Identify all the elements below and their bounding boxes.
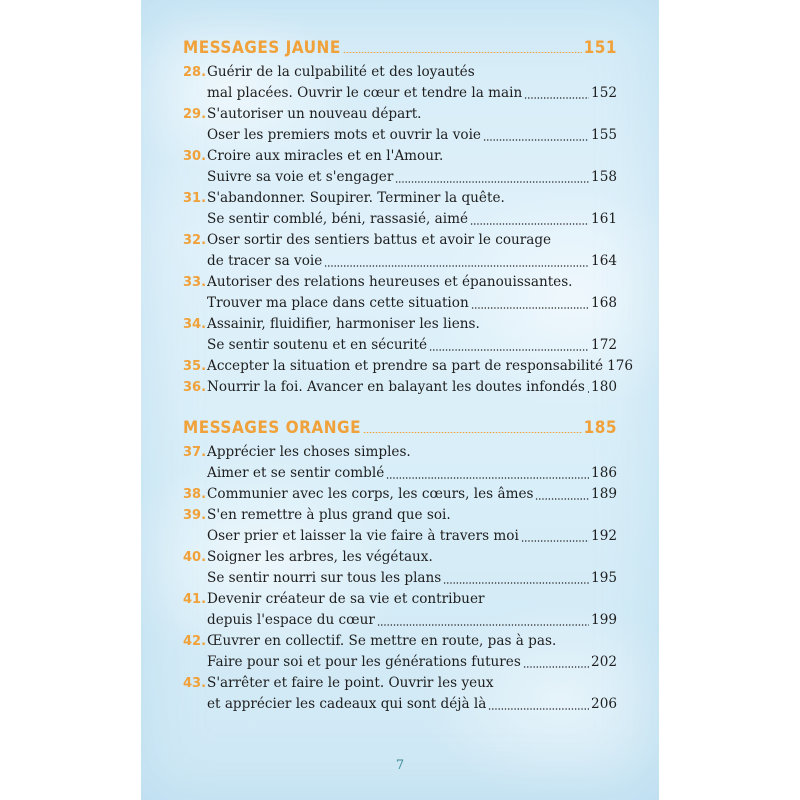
entry-last-line — [207, 694, 617, 715]
toc-entry — [183, 314, 617, 356]
entry-number: 31. — [183, 191, 207, 206]
entry-title-line: Oser prier et laisser la vie faire à travers moi — [207, 528, 519, 544]
entry-number: 36. — [183, 380, 207, 395]
entry-body — [207, 272, 617, 314]
entry-title-line: Autoriser des relations heureuses et épanouissantes. — [207, 274, 573, 290]
entry-number: 34. — [183, 317, 207, 332]
entry-page: 168 — [591, 295, 617, 311]
section-title: MESSAGES JAUNE — [183, 38, 341, 58]
entry-body — [207, 547, 617, 589]
toc-section — [183, 416, 617, 715]
entry-number: 28. — [183, 65, 207, 80]
entry-title-line: Se sentir soutenu et en sécurité — [207, 337, 428, 353]
toc-entry — [183, 377, 617, 398]
page-number: 7 — [395, 758, 405, 773]
entry-body — [207, 62, 617, 104]
toc-section — [183, 36, 634, 398]
entry-last-line — [207, 377, 617, 398]
dot-leader — [471, 307, 589, 309]
toc-entry — [183, 547, 617, 589]
entry-page: 199 — [591, 612, 617, 628]
entry-number: 38. — [183, 487, 207, 502]
entry-number: 41. — [183, 592, 207, 607]
entry-title-line: Oser sortir des sentiers battus et avoir le courage — [207, 232, 552, 248]
entry-page: 176 — [607, 358, 634, 374]
entry-title-line: S'arrêter et faire le point. Ouvrir les yeux — [207, 675, 494, 691]
entry-body — [207, 104, 617, 146]
entry-title-line: Faire pour soi et pour les générations futures — [207, 654, 521, 670]
entry-title-line: S'abandonner. Soupirer. Terminer la quête. — [207, 190, 505, 206]
entry-last-line — [207, 125, 617, 146]
section-title: MESSAGES ORANGE — [183, 418, 362, 438]
toc-entry — [183, 589, 617, 631]
toc-entry — [183, 146, 617, 188]
toc-entry — [183, 442, 617, 484]
toc-entry — [183, 673, 617, 715]
entry-number: 39. — [183, 508, 207, 523]
entry-last-line — [207, 526, 617, 547]
entry-last-line — [207, 83, 617, 104]
entry-page: 206 — [591, 696, 617, 712]
entry-number: 35. — [183, 359, 207, 374]
entry-page: 186 — [591, 465, 617, 481]
dot-leader — [343, 52, 582, 53]
dot-leader — [488, 708, 589, 710]
entry-last-line — [207, 251, 617, 272]
table-of-contents — [183, 36, 634, 733]
entry-last-line — [207, 652, 617, 673]
entry-number: 37. — [183, 445, 207, 460]
entry-title-line: Se sentir nourri sur tous les plans — [207, 570, 442, 586]
entry-page: 155 — [591, 127, 617, 143]
entry-last-line — [207, 484, 617, 505]
entry-title-line: Nourrir la foi. Avancer en balayant les doutes infondés — [207, 379, 585, 395]
entry-page: 180 — [591, 379, 617, 395]
dot-leader — [377, 624, 589, 626]
entry-title-line: Apprécier les choses simples. — [207, 444, 411, 460]
entry-title-line: Communier avec les corps, les cœurs, les âmes — [207, 486, 534, 502]
entry-last-line — [207, 335, 617, 356]
dot-leader — [324, 265, 589, 267]
entry-title-line: Soigner les arbres, les végétaux. — [207, 549, 433, 565]
entry-page: 189 — [591, 486, 617, 502]
dot-leader — [470, 223, 589, 225]
entry-body — [207, 230, 617, 272]
entry-title-line: de tracer sa voie — [207, 253, 323, 269]
entry-title-line: et apprécier les cadeaux qui sont déjà là — [207, 696, 487, 712]
entry-body — [207, 484, 617, 505]
entry-title-line: Suivre sa voie et s'engager — [207, 169, 394, 185]
dot-leader — [535, 498, 589, 500]
entry-page: 195 — [591, 570, 617, 586]
toc-entry — [183, 631, 617, 673]
entry-title-line: Aimer et se sentir comblé — [207, 465, 385, 481]
entry-title-line: Accepter la situation et prendre sa part de responsabilité — [207, 358, 604, 374]
entry-title-line: Se sentir comblé, béni, rassasié, aimé — [207, 211, 469, 227]
dot-leader — [395, 181, 589, 183]
entry-number: 30. — [183, 149, 207, 164]
entry-last-line — [207, 209, 617, 230]
entry-page: 172 — [591, 337, 617, 353]
entry-title-line: Œuvrer en collectif. Se mettre en route, pas à pas. — [207, 633, 557, 649]
entry-last-line — [207, 610, 617, 631]
section-heading — [183, 36, 617, 60]
entry-page: 192 — [591, 528, 617, 544]
entry-title-line: Croire aux miracles et en l'Amour. — [207, 148, 444, 164]
section-page: 151 — [583, 38, 617, 58]
entry-page: 158 — [591, 169, 617, 185]
entry-last-line — [207, 167, 617, 188]
entry-title-line: Oser les premiers mots et ouvrir la voie — [207, 127, 481, 143]
entry-number: 40. — [183, 550, 207, 565]
dot-leader — [587, 391, 589, 393]
entry-body — [207, 356, 634, 377]
book-page — [141, 0, 659, 800]
toc-entry — [183, 356, 634, 377]
entry-title-line: S'autoriser un nouveau départ. — [207, 106, 422, 122]
entry-title-line: Trouver ma place dans cette situation — [207, 295, 469, 311]
entry-page: 152 — [591, 85, 617, 101]
entry-number: 33. — [183, 275, 207, 290]
toc-entry — [183, 272, 617, 314]
dot-leader — [363, 432, 582, 433]
entry-title-line: mal placées. Ouvrir le cœur et tendre la main — [207, 85, 523, 101]
entry-number: 32. — [183, 233, 207, 248]
toc-entry — [183, 484, 617, 505]
entry-last-line — [207, 463, 617, 484]
entry-body — [207, 631, 617, 673]
entry-number: 29. — [183, 107, 207, 122]
toc-entry — [183, 62, 617, 104]
entry-title-line: Devenir créateur de sa vie et contribuer — [207, 591, 485, 607]
toc-entry — [183, 104, 617, 146]
entry-last-line — [207, 293, 617, 314]
toc-entry — [183, 230, 617, 272]
dot-leader — [443, 582, 589, 584]
entry-body — [207, 589, 617, 631]
entry-body — [207, 442, 617, 484]
entry-body — [207, 505, 617, 547]
entry-number: 42. — [183, 634, 207, 649]
entry-page: 164 — [591, 253, 617, 269]
entry-body — [207, 377, 617, 398]
entry-title-line: Assainir, fluidifier, harmoniser les liens. — [207, 316, 480, 332]
section-heading — [183, 416, 617, 440]
dot-leader — [429, 349, 589, 351]
dot-leader — [524, 97, 589, 99]
toc-entry — [183, 505, 617, 547]
entry-body — [207, 146, 617, 188]
entry-page: 161 — [591, 211, 617, 227]
entry-body — [207, 314, 617, 356]
toc-entry — [183, 188, 617, 230]
dot-leader — [523, 666, 589, 668]
entry-last-line — [207, 356, 634, 377]
entry-last-line — [207, 568, 617, 589]
entry-body — [207, 188, 617, 230]
entry-page: 202 — [591, 654, 617, 670]
dot-leader — [386, 477, 589, 479]
entry-title-line: depuis l'espace du cœur — [207, 612, 375, 628]
entry-body — [207, 673, 617, 715]
section-page: 185 — [583, 418, 617, 438]
entry-number: 43. — [183, 676, 207, 691]
entry-title-line: Guérir de la culpabilité et des loyautés — [207, 64, 475, 80]
dot-leader — [483, 139, 589, 141]
entry-title-line: S'en remettre à plus grand que soi. — [207, 507, 451, 523]
dot-leader — [521, 540, 589, 542]
